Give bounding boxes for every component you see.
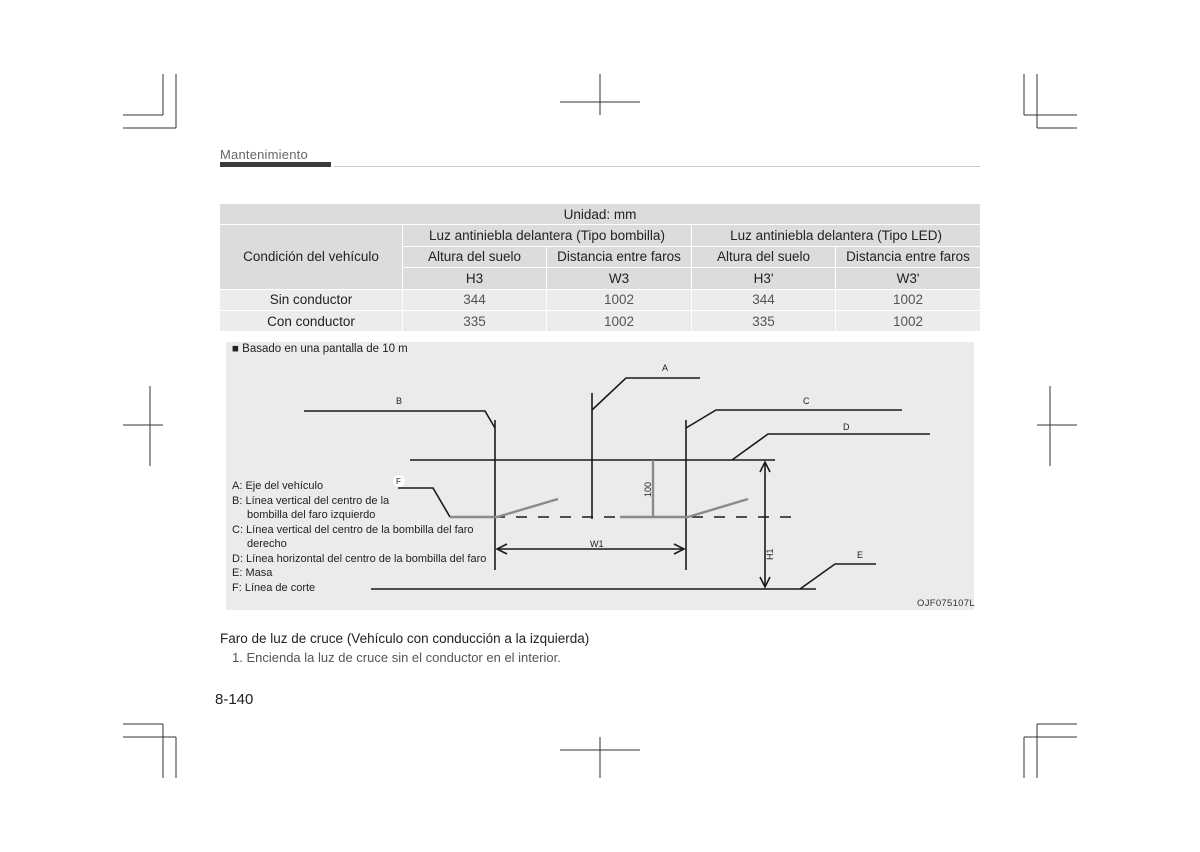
row-label: Con conductor <box>220 310 402 331</box>
label-100: 100 <box>643 481 653 497</box>
legend-item-b-cont: bombilla del faro izquierdo <box>247 509 376 521</box>
section-caption: Faro de luz de cruce (Vehículo con conducción a la izquierda) <box>220 631 590 646</box>
cell-h3: 344 <box>402 289 546 310</box>
leader-e <box>800 564 876 589</box>
col-header-height: Altura del suelo <box>402 246 546 267</box>
legend-item-b: B: Línea vertical del centro de la <box>232 494 390 507</box>
page-number: 8-140 <box>215 691 254 708</box>
cell-w3: 1002 <box>546 310 691 331</box>
cell-w3: 1002 <box>546 289 691 310</box>
diagram-legend <box>232 479 486 595</box>
cell-h3p: 344 <box>691 289 835 310</box>
col-symbol-h3: H3 <box>402 267 546 288</box>
legend-item-d: D: Línea horizontal del centro de la bombilla del faro <box>232 552 487 565</box>
line-a-axis <box>592 378 700 410</box>
label-h1: H1 <box>765 548 775 560</box>
condition-header: Condición del vehículo <box>220 224 402 288</box>
leader-b <box>304 411 495 428</box>
cell-w3p: 1002 <box>835 310 980 331</box>
label-a: A <box>662 363 669 373</box>
unit-label: Unidad: mm <box>220 204 980 224</box>
label-b: B <box>396 396 403 406</box>
leader-d <box>732 434 930 460</box>
group-header-led: Luz antiniebla delantera (Tipo LED) <box>691 224 980 245</box>
cell-h3: 335 <box>402 310 546 331</box>
label-f: F <box>396 477 401 486</box>
figure-code: OJF075107L <box>917 598 975 609</box>
legend-item-e: E: Masa <box>232 567 273 579</box>
legend-item-c: C: Línea vertical del centro de la bombilla del faro <box>232 523 474 536</box>
section-title: Mantenimiento <box>220 147 308 162</box>
cell-h3p: 335 <box>691 310 835 331</box>
legend-item-f: F: Línea de corte <box>232 581 316 594</box>
label-d: D <box>843 422 850 432</box>
col-header-distance: Distancia entre faros <box>546 246 691 267</box>
label-w1: W1 <box>590 539 604 549</box>
leader-c <box>686 410 902 428</box>
col-header-distance: Distancia entre faros <box>835 246 980 267</box>
square-bullet-icon: ■ <box>232 343 239 355</box>
col-symbol-w3: W3 <box>546 267 691 288</box>
legend-item-c-cont: derecho <box>247 538 287 550</box>
row-label: Sin conductor <box>220 289 402 310</box>
diagram-title-text: Basado en una pantalla de 10 m <box>242 343 408 355</box>
instruction-step: 1. Encienda la luz de cruce sin el conductor en el interior. <box>232 650 561 665</box>
col-symbol-h3p: H3' <box>691 267 835 288</box>
label-c: C <box>803 396 810 406</box>
col-header-height: Altura del suelo <box>691 246 835 267</box>
group-header-bulb: Luz antiniebla delantera (Tipo bombilla) <box>402 224 691 245</box>
col-symbol-w3p: W3' <box>835 267 980 288</box>
label-e: E <box>857 550 864 560</box>
legend-item-a: A: Eje del vehículo <box>232 480 324 492</box>
cell-w3p: 1002 <box>835 289 980 310</box>
